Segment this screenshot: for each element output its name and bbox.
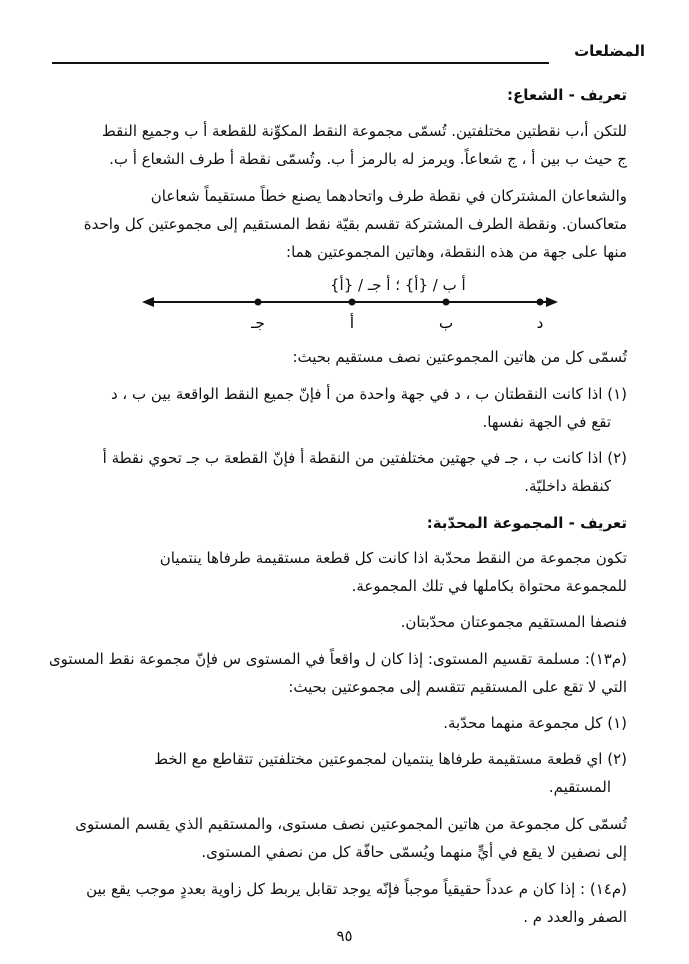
left-arrowhead xyxy=(142,297,154,307)
p7-l1: تُسمّى كل مجموعة من هاتين المجموعتين نصف مستوى، والمستقيم الذي يقسم المستوى xyxy=(75,815,627,833)
c4-l2: المستقيم. xyxy=(548,778,611,796)
p2-l1: والشعاعان المشتركان في نقطة طرف واتحادهما يصنع خطاً مستقيماً شعاعان xyxy=(150,187,627,205)
p4-l1: تكون مجموعة من النقط محدّبة اذا كانت كل قطعة مستقيمة طرفاها ينتميان xyxy=(159,549,627,567)
point-3 xyxy=(537,299,544,306)
p2-l3: منها على جهة من هذه النقطة، وهاتين المجموعتين هما: xyxy=(286,243,627,261)
page-number: ٩٥ xyxy=(336,927,353,945)
p1-l1: للتكن أ،ب نقطتين مختلفتين. تُسمّى مجموعة النقط المكوِّنة للقطعة أ ب وجميع النقط xyxy=(101,122,627,140)
c2-l2: كنقطة داخليّة. xyxy=(524,477,611,495)
point-0 xyxy=(255,299,262,306)
point-1 xyxy=(349,299,356,306)
p3: تُسمّى كل من هاتين المجموعتين نصف مستقيم بحيث: xyxy=(292,348,627,366)
c3: (١) كل مجموعة منهما محدّبة. xyxy=(443,714,627,732)
point-label-0: جـ xyxy=(251,314,265,332)
right-arrowhead xyxy=(546,297,558,307)
point-2 xyxy=(443,299,450,306)
number-line-diagram xyxy=(140,276,560,336)
header-rule xyxy=(52,62,549,64)
c1-l2: تقع في الجهة نفسها. xyxy=(482,413,611,431)
p6-l2: التي لا تقع على المستقيم تتقسم إلى مجموعتين بحيث: xyxy=(288,678,627,696)
c1-l1: (١) اذا كانت النقطتان ب ، د في جهة واحدة من أ فإنّ جميع النقط الواقعة بين ب ، د xyxy=(110,385,627,403)
set-label: أ ب / {أ} ؛ أ جـ / {أ} xyxy=(330,276,466,294)
c2-l1: (٢) اذا كانت ب ، جـ في جهتين مختلفتين من النقطة أ فإنّ القطعة ب جـ تحوي نقطة أ xyxy=(102,449,627,467)
p4-l2: للمجموعة محتواة بكاملها في تلك المجموعة. xyxy=(351,577,627,595)
p7-l2: إلى نصفين لا يقع في أيٍّ منهما ويُسمّى حافّة كل من نصفي المستوى. xyxy=(201,843,627,861)
p5: فنصفا المستقيم مجموعتان محدّبتان. xyxy=(400,613,627,631)
chapter-title: المضلعات xyxy=(574,42,645,60)
p2-l2: متعاكسان. ونقطة الطرف المشتركة تقسم بقيّة نقط المستقيم إلى مجموعتين كل واحدة xyxy=(83,215,627,233)
page-header xyxy=(52,42,645,72)
def2-title: تعريف - المجموعة المحدّبة: xyxy=(426,514,627,532)
def1-title: تعريف - الشعاع: xyxy=(507,86,627,104)
p6-l1: (م١٣): مسلمة تقسيم المستوى: إذا كان ل واقعاً في المستوى س فإنّ مجموعة نقط المستوى xyxy=(48,650,627,668)
point-label-3: د xyxy=(536,314,544,332)
point-label-1: أ xyxy=(349,314,355,332)
p8-l1: (م١٤) : إذا كان م عدداً حقيقياً موجباً فإنّه يوجد تقابل يربط كل زاوية بعددٍ موجب يقع بين xyxy=(86,880,627,898)
c4-l1: (٢) اي قطعة مستقيمة طرفاها ينتميان لمجموعتين مختلفتين تتقاطع مع الخط xyxy=(154,750,627,768)
number-line-figure xyxy=(140,276,560,336)
p1-l2: ج حيث ب بين أ ، ج شعاعاً. ويرمز له بالرمز أ ب. وتُسمّى نقطة أ طرف الشعاع أ ب. xyxy=(109,150,627,168)
point-label-2: ب xyxy=(438,314,454,332)
p8-l2: الصفر والعدد م . xyxy=(523,908,627,926)
